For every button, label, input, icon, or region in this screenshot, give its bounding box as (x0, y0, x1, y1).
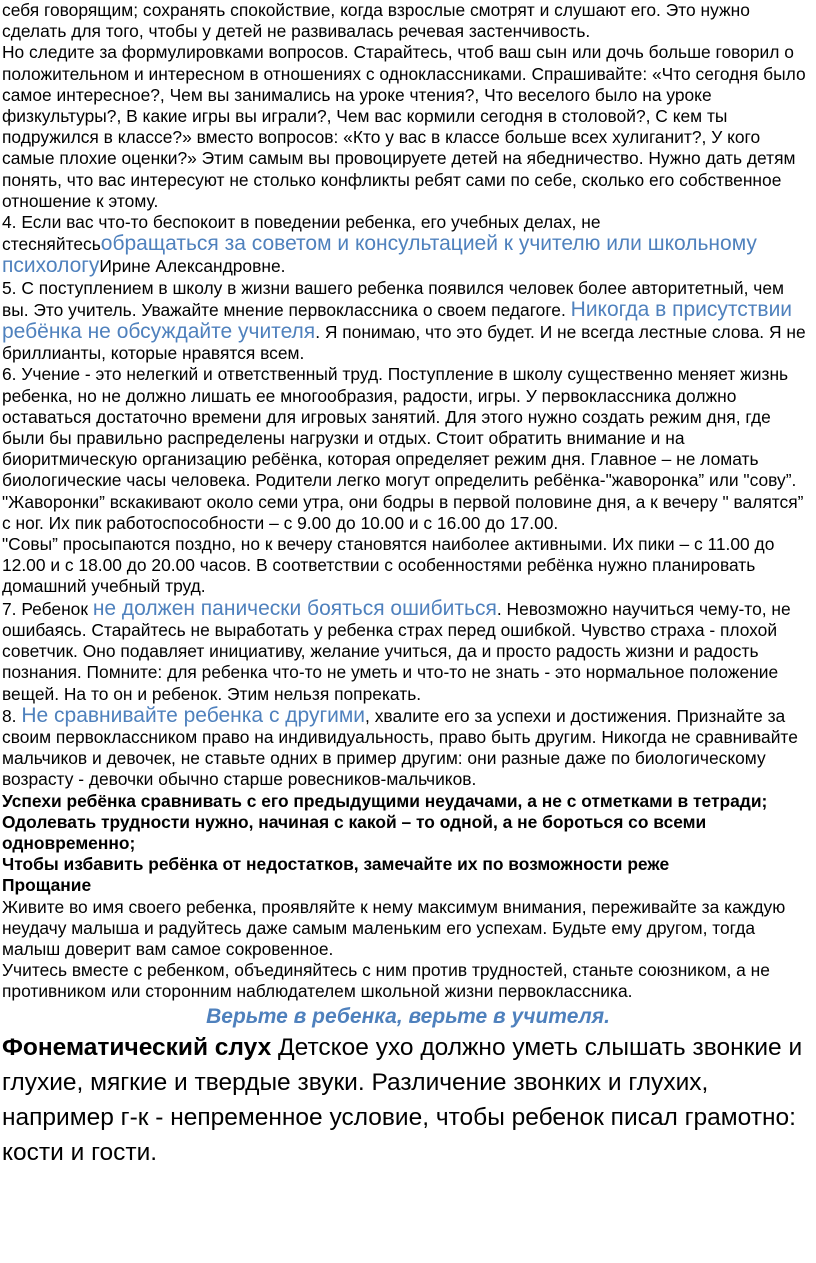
item-4-end: Ирине Александровне. (99, 256, 286, 277)
item-6-paragraph: 6. Учение - это нелегкий и ответственный труд. Поступление в школу существенно меняет жизнь ребенка, но не должно лишать ее многообразия, радости, игры. У первоклассника должно оставаться достаточно времени для игровых занятий. Для этого нужно создать режим дня, где были бы правильно распределены нагрузки и отдых. Стоит обратить внимание и на биоритмическую организацию ребёнка, которая определяет режим дня. Главное – не ломать биологические часы человека. Родители легко могут определить ребёнка-"жаворонка” или "сову”. "Жаворонки” вскакивают около семи утра, они бодры в первой половине дня, а к вечеру " валятся” с ног. Их пик работоспособности – с 9.00 до 10.00 и с 16.00 до 17.00. (2, 364, 804, 533)
item-7-end: . Невозможно научиться чему-то, не ошибаясь. Старайтесь не выработать у ребенка страх перед ошибкой. Чувство страха - плохой советчик. Оно подавляет инициативу, желание учиться, да и просто радость жизни и радость познания. Помните: для ребенка что-то не уметь и что-то не знать - это нормальное положение вещей. На то он и ребенок. Этим нельзя попрекать. (2, 598, 791, 704)
rule-1: Успехи ребёнка сравнивать с его предыдущими неудачами, а не с отметками в тетради; (2, 790, 768, 811)
motto: Верьте в ребенка, верьте в учителя. (206, 1004, 610, 1028)
item-8-text: 8. (2, 705, 22, 726)
item-8-highlight: Не сравнивайте ребенка с другими (21, 703, 366, 727)
farewell-title: Прощание (2, 875, 92, 896)
questions-paragraph: Но следите за формулировками вопросов. Старайтесь, чтоб ваш сын или дочь больше говорил о положительном и интересном в отношениях с одноклассниками. Спрашивайте: «Что сегодня было самое интересное?, Чем вы занимались на уроке чтения?, Что веселого было на уроке физкультуры?, В какие игры вы играли?, Чем вас кормили сегодня в столовой?, С кем ты подружился в классе?» вместо вопросов: «Кто у вас в классе больше всех хулиганит?, У кого самые плохие оценки?» Этим самым вы провоцируете детей на ябедничество. Нужно дать детям понять, что вас интересуют не столько конфликты ребят сами по себе, сколько его собственное отношение к этому. (2, 42, 806, 211)
item-8-end: , хвалите его за успехи и достижения. Признайте за своим первоклассником право на индивидуальность, право быть другим. Никогда не сравнивайте мальчиков и девочек, не ставьте одних в пример другим: они разные даже по биологическому возрасту - девочки обычно старше ровесников-мальчиков. (2, 705, 798, 790)
item-8-paragraph (2, 705, 814, 791)
item-5-paragraph (2, 278, 814, 365)
item-4-paragraph (2, 212, 814, 278)
owls-paragraph: "Совы” просыпаются поздно, но к вечеру становятся наиболее активными. Их пики – с 11.00 до 12.00 и с 18.00 до 20.00 часов. В соответствии с особенностями ребёнка нужно планировать домашний учебный труд. (2, 534, 775, 597)
item-5-highlight: Никогда в присутствии ребёнка не обсуждайте учителя (2, 297, 793, 344)
intro-paragraph: себя говорящим; сохранять спокойствие, когда взрослые смотрят и слушают его. Это нужно сделать для того, чтобы у детей не развивалась речевая застенчивость. (2, 0, 750, 42)
item-4-highlight: обращаться за советом и консультацией к учителю или школьному психологу (2, 232, 757, 278)
item-7-paragraph (2, 598, 814, 705)
phonemic-paragraph (2, 1030, 814, 1170)
item-7-text: 7. Ребенок (2, 598, 93, 619)
item-4-text: 4. Если вас что-то беспокоит в поведении ребенка, его учебных делах, не стесняйтесь (2, 212, 601, 255)
rule-3: Чтобы избавить ребёнка от недостатков, замечайте их по возможности реже (2, 854, 670, 875)
rule-2: Одолевать трудности нужно, начиная с какой – то одной, а не бороться со всеми одновременно; (2, 811, 707, 853)
phonemic-text: Детское ухо должно уметь слышать звонкие и глухие, мягкие и твердые звуки. Различение звонких и глухих, например г-к - непременное условие, чтобы ребенок писал грамотно: кости и гости. (2, 1033, 803, 1166)
phonemic-lead: Фонематический слух (2, 1033, 272, 1061)
item-5-text: 5. С поступлением в школу в жизни вашего ребенка появился человек более авторитетный, чем вы. Это учитель. Уважайте мнение первоклассника о своем педагоге. (2, 277, 784, 320)
farewell-paragraph-1: Живите во имя своего ребенка, проявляйте к нему максимум внимания, переживайте за каждую неудачу малыша и радуйтесь даже самым маленьким его успехам. Будьте ему другом, тогда малыш доверит вам самое сокровенное. (2, 896, 786, 959)
farewell-paragraph-2: Учитесь вместе с ребенком, объединяйтесь с ним против трудностей, станьте союзником, а не противником или сторонним наблюдателем школьной жизни первоклассника. (2, 960, 770, 1002)
item-7-highlight: не должен панически бояться ошибиться (92, 596, 497, 620)
item-5-end: . Я понимаю, что это будет. И не всегда лестные слова. Я не бриллианты, которые нравятся всем. (2, 322, 806, 364)
